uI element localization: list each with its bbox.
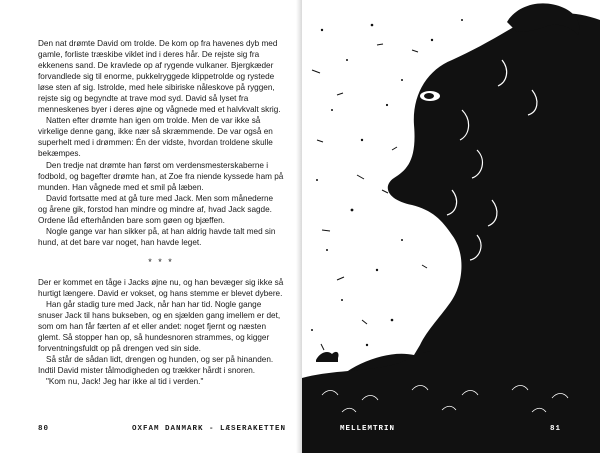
- section-break: * * *: [148, 256, 174, 267]
- footer-level: MELLEMTRIN: [340, 425, 396, 433]
- paragraph-2: Natten efter drømte han igen om trolde. Men de var ikke så virkelige denne gang, ikke nær så skræmmende. De var også en superhelt med i drømmen: Én der vidste, hvordan troldene skulle bekæmpes.: [38, 116, 273, 159]
- paragraph-3: Den tredje nat drømte han først om verdensmesterskaberne i fodbold, og bagefter drømte han, at Zoe fra niende kyssede ham på munden. Han vågnede med et smil på læben.: [38, 160, 284, 192]
- troll-face-lines: [447, 60, 537, 260]
- paragraph-7: Han går stadig ture med Jack, når han har tid. Nogle gange snuser Jack til hans bukseben, og en sjælden gang imellem er det, som om han får færten af et eller andet: noget fjernt og næsten glemt. Så stopper han op, så hundesnoren strammes, og kigger forventningsfuldt op på drengen ved sin side.: [38, 300, 281, 354]
- paragraph-4: David fortsatte med at gå ture med Jack. Men som månederne og årene gik, forstod han mindre og mindre af, hvad Jack sagde. Ordene låd efterhånden bare som gøen og bjæffen.: [38, 193, 274, 225]
- right-page: [302, 0, 600, 453]
- page-number-left: 80: [38, 425, 50, 433]
- paragraph-5: Nogle gange var han sikker på, at han aldrig havde talt med sin hund, at det bare var noget, han havde leget.: [38, 226, 276, 247]
- troll-silhouette-illustration: [302, 0, 600, 453]
- footer-publisher: OXFAM DANMARK - LÆSERAKETTEN: [132, 425, 287, 433]
- troll-pupil: [424, 93, 434, 99]
- story-text: [38, 38, 284, 387]
- sky-area: [302, 0, 600, 380]
- paragraph-8: Så står de sådan lidt, drengen og hunden, og ser på hinanden. Indtil David mister tålmodigheden og trækker hårdt i snoren.: [38, 355, 274, 376]
- paragraph-9: "Kom nu, Jack! Jeg har ikke al tid i verden.": [46, 377, 204, 387]
- paragraph-1: Den nat drømte David om trolde. De kom op fra havenes dyb med gamle, forliste træskibe viklet ind i deres hår. De rejste sig fra ekkenens sand. De kravlede op af rygende vulkaner. Bjergkæder forvandlede sig til enorme, pukkelryggede klippetrolde og rystede løse sten af sig. Istrolde, med hele sibiriske nåleskove på ryggen, rejste sig og begyndte at trave mod syd. David så lyset fra menneskenes byer i deres øjne og vågnede med et halvkvalt skrig.: [38, 39, 281, 115]
- page-number-right: 81: [550, 425, 562, 433]
- paragraph-6: Der er kommet en tåge i Jacks øjne nu, og han bevæger sig ikke så hurtigt længere. David er vokset, og hans stemme er blevet dybere.: [38, 277, 284, 298]
